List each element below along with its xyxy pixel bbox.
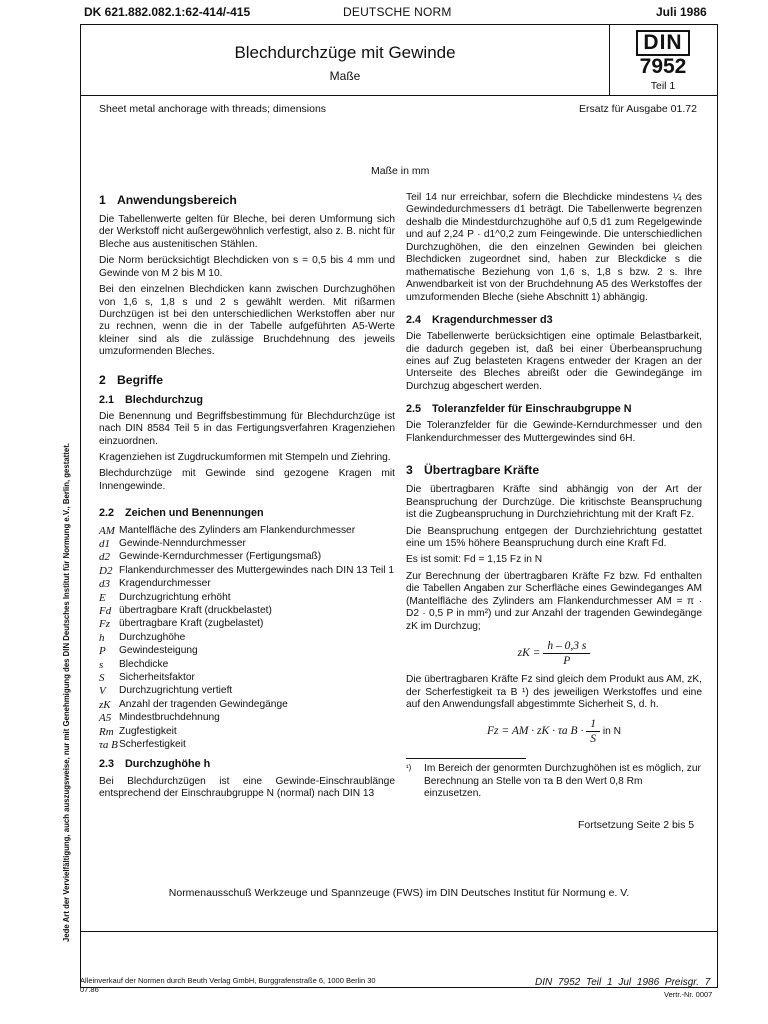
symbol-description: Gewindesteigung [119,645,198,657]
symbol-sign: d1 [99,537,110,550]
symbol-row [99,525,395,538]
footnote-rule [406,758,526,759]
din-part: Teil 1 [650,80,676,92]
dk-classification: DK 621.882.082.1:62-414/-415 [84,5,251,19]
paragraph: Die Norm berücksichtigt Blechdicken von s = 0,5 bis 4 mm und Gewinde von M 2 bis M 10. [99,255,395,279]
document-frame [80,24,718,988]
symbol-description: Mindestbruchdehnung [119,712,220,724]
paragraph: Die übertragbaren Kräfte sind abhängig von der Art der Beanspruchung der Durchzüge. Die kritischste Beanspruchung ist die Zugbeanspruchung in Durchziehrichtung mit der Kraft Fz. [406,484,702,521]
section-1-heading: 1 Anwendungsbereich [99,193,237,207]
continuation-note: Fortsetzung Seite 2 bis 5 [578,819,695,831]
symbol-description: Durchzughöhe [119,631,186,643]
symbol-row [99,699,395,712]
symbol-sign: zK [99,698,111,711]
symbol-description: Zugfestigkeit [119,725,177,737]
footer-vertr: Vertr.-Nr. 0007 [664,990,713,999]
paragraph: Die Tabellenwerte gelten für Bleche, bei deren Umformung sich der Werkstoff nicht außergewöhnlich verfestigt, also z. B. nicht für Bleche aus austenitischen Stählen. [99,213,395,250]
footer-reference: DIN 7952 Teil 1 Jul 1986 Preisgr. 7 [535,977,711,988]
din-number: 7952 [639,55,687,78]
symbol-sign: A5 [99,712,112,725]
symbol-row [99,645,395,658]
divider [81,931,717,932]
symbol-sign: τa B [99,739,118,752]
paragraph: Kragenziehen ist Zugdruckumformen mit Stempeln und Ziehring. [99,452,391,464]
left-column [99,193,395,804]
symbol-sign: d3 [99,578,110,591]
symbol-description: Anzahl der tragenden Gewindegänge [119,698,288,710]
paragraph: Bei den einzelnen Blechdicken kann zwischen Durchzughöhen von 1,6 s, 1,8 s und 2 s gewählt werden. Mit rißarmen Durchzügen ist bei den unterschiedlichen Werkstoffen aber nur zu rechnen, wenn die in der Tabelle aufgeführten A5-Werte kleiner sind als die zulässige Bruchdehnung des jeweils umzuformenden Bleches. [99,284,395,358]
symbol-row [99,565,395,578]
symbol-description: Durchzugrichtung erhöht [119,591,231,603]
symbol-description: übertragbare Kraft (druckbelastet) [119,604,272,616]
symbol-sign: S [99,672,105,684]
section-2-5-heading: 2.5 Toleranzfelder für Einschraubgruppe N [406,403,632,416]
issue-date: Juli 1986 [656,5,707,19]
footer-sales: Alleinverkauf der Normen durch Beuth Verlag GmbH, Burggrafenstraße 6, 1000 Berlin 30 07.86 [80,976,376,995]
symbol-row [99,618,395,631]
symbol-description: Mantelfläche des Zylinders am Flankendurchmesser [119,524,356,536]
din-number-box [609,25,717,95]
symbol-row [99,672,395,685]
symbol-description: Durchzugrichtung vertieft [119,685,233,697]
paragraph: Bei Blechdurchzügen ist eine Gewinde-Einschraublänge entsprechend der Einschraubgruppe N (normal) nach DIN 13 [99,775,395,800]
paragraph: Die Beanspruchung entgegen der Durchziehrichtung gestattet eine um 15% höhere Beanspruchung durch eine Kraft Fd. [406,525,702,549]
english-title: Sheet metal anchorage with threads; dimensions [99,103,327,115]
symbol-description: übertragbare Kraft (zugbelastet) [119,618,264,630]
symbol-sign: Fd [99,604,112,617]
section-2-3-heading: 2.3 Durchzughöhe h [99,758,211,771]
paragraph: Die übertragbaren Kräfte Fz sind gleich dem Produkt aus AM, zK, der Scherfestigkeit τa B ¹) des jeweiligen Werkstoffes und eine auf den Anwendungsfall abgestimmte Sicherheit S, d. h. [406,674,702,710]
symbol-sign: Rm [99,725,114,738]
paragraph: Die Tabellenwerte berücksichtigen eine optimale Belastbarkeit, die dadurch gegeben ist, daß bei einer Überbeanspruchung eines auf Zug belasteten Kragens entweder der Kragen an der Unterseite des Bleches abreißt oder die Gewindegänge im Durchzug abgeschert werden. [406,331,702,392]
symbol-sign: h [99,631,105,644]
symbol-row [99,605,395,618]
paragraph: Die Toleranzfelder für die Gewinde-Kerndurchmesser und den Flankendurchmesser des Muttergewindes sind 6H. [406,420,702,444]
symbol-description: Sicherheitsfaktor [119,672,195,683]
footnote: ¹) Im Bereich der genormten Durchzughöhen ist es möglich, zur Berechnung an Stelle von τa B den Wert 0,8 Rm einzusetzen. [406,763,701,800]
symbol-sign: d2 [99,551,110,564]
symbol-row [99,551,395,564]
replaces-note: Ersatz für Ausgabe 01.72 [579,103,697,115]
units-note: Maße in mm [371,165,430,177]
paragraph: Die Benennung und Begriffsbestimmung für Blechdurchzüge ist nach DIN 8584 Teil 5 in das Fertigungsverfahren Kragenziehen einzuordnen. [99,410,395,447]
section-2-1-heading: 2.1 Blechdurchzug [99,393,203,406]
committee-note: Normenausschuß Werkzeuge und Spannzeuge (FWS) im DIN Deutsches Institut für Normung e. V. [168,887,630,899]
equation-fz: Fz = AM · zK · τa B · $\frac{1}{S}$ in N [487,718,621,746]
paragraph: Teil 14 nur erreichbar, sofern die Blechdicke mindestens ¼ des Gewindedurchmessers d1 beträgt. Die Tabellenwerte begrenzen deshalb die Mindestdurchzughöhe auf 0,5 d1 zum Regelgewinde und auf 2,24 P · d1^0,2 zum Feingewinde. Die unterschiedlichen Durchzughöhen, die den einzelnen Gewinden bei gleichen Blechdicken zugeordnet sind, haben zur Bleckdicke s die mathematische Beziehung von 1,6 s, 1,8 s bzw. 2 s. Ihre Anwendbarkeit ist von der Bruchdehnung A5 des Werkstoffes der umzuformenden Bleche (siehe Abschnitt 1) abhängig. [406,192,702,303]
symbol-sign: V [99,685,106,698]
symbol-description: Gewinde-Kerndurchmesser (Fertigungsmaß) [119,551,322,563]
symbol-description: Scherfestigkeit [119,739,186,751]
section-2-4-heading: 2.4 Kragendurchmesser d3 [406,313,553,326]
symbol-row [99,739,395,752]
symbol-row [99,632,395,645]
symbol-description: Blechdicke [119,658,169,670]
symbol-sign: D2 [99,564,113,577]
symbol-row [99,712,395,725]
copyright-side-note: Jede Art der Vervielfältigung, auch auszugsweise, nur mit Genehmigung des DIN Deutsches Institut für Normung e.V., Berlin, gestattet. [62,443,71,942]
section-3-heading: 3 Übertragbare Kräfte [406,463,540,478]
symbol-row [99,726,395,739]
section-2-heading: 2 Begriffe [99,372,164,387]
symbol-row [99,659,395,672]
symbol-sign: Fz [99,618,110,631]
symbol-sign: P [99,645,106,658]
symbol-row [99,538,395,551]
symbol-row [99,592,395,605]
symbol-sign: AM [99,524,115,537]
paragraph: Es ist somit: Fd = 1,15 Fz in N [406,554,543,566]
symbol-row [99,685,395,698]
symbol-list [99,525,395,753]
symbol-row [99,578,395,591]
paragraph: Zur Berechnung der übertragbaren Kräfte Fz bzw. Fd enthalten die Tabellen Angaben zur Scherfläche eines Gewindeganges AM (Mantelfläche des Zylinders am Flankendurchmesser AM = π · D2 · 0,5 P in mm²) und zur Anzahl der tragenden Gewindegänge zK im Durchzug; [406,570,702,632]
symbol-sign: E [99,591,106,604]
document-subtitle: Maße [329,69,361,83]
equation-zk: zK = $\frac{h - 0,3 s}{P}$ [406,639,702,668]
din-logo: DIN [636,30,689,56]
symbol-description: Kragendurchmesser [119,578,211,590]
paragraph: Blechdurchzüge mit Gewinde sind gezogene Kragen mit Innengewinde. [99,468,395,492]
right-column [406,192,702,801]
symbol-description: Flankendurchmesser des Muttergewindes nach DIN 13 Teil 1 [119,564,395,576]
section-2-2-heading: 2.2 Zeichen und Benennungen [99,507,264,520]
symbol-sign: s [99,658,104,671]
divider [81,95,717,96]
document-title: Blechdurchzüge mit Gewinde [234,43,456,62]
symbol-description: Gewinde-Nenndurchmesser [119,537,246,549]
norm-label: DEUTSCHE NORM [343,5,452,19]
